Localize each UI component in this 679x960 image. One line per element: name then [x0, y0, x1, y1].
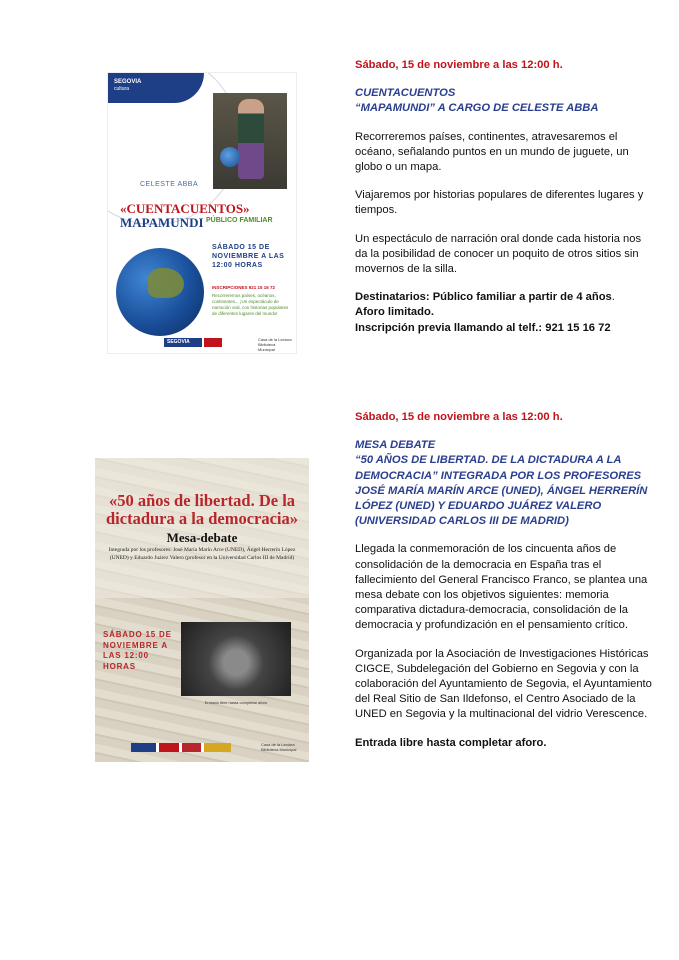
event1-title-line2: “MAPAMUNDI” A CARGO DE CELESTE ABBA — [355, 102, 599, 115]
event1-title-line1: CUENTACUENTOS — [355, 87, 456, 100]
event2-paragraph: Organizada por la Asociación de Investigaciones Históricas CIGCE, Subdelegación del Gobierno en Segovia y con la colaboración del Ayuntamiento de Segovia, el Ayuntamiento del Real Sitio de San Ildefonso, el Centro Asociado de la UNED en Segovia y la multinacional del vidrio Verescence. — [355, 647, 652, 721]
event2-date: Sábado, 15 de noviembre a las 12:00 h. — [355, 411, 563, 423]
storyteller-figure — [238, 99, 264, 179]
poster-heading: «50 años de libertad. De la dictadura a la democracia» — [105, 491, 298, 528]
footer-partner-logo — [204, 338, 222, 347]
event1-paragraph: Un espectáculo de narración oral donde cada historia nos da la posibilidad de conocer un poquito de otros sitios sin movernos de la silla. — [355, 232, 642, 276]
poster-blurb: Recorreremos países, océanos, continentes... ¡Un espectáculo de narración oral, con historias populares de diferentes lugares del mundo! — [212, 293, 289, 316]
event1-paragraph: Viajaremos por historias populares de diferentes lugares y tiempos. — [355, 189, 644, 217]
event1-audience: Destinatarios: Público familiar a partir de 4 años — [355, 291, 612, 304]
event2-title-line1: MESA DEBATE — [355, 439, 436, 452]
poster-speakers: Integrada por los profesores: José María Marín Arce (UNED), Ángel Herrerín López (UNED) y Eduardo Juárez Valero (profesor en la Universidad Carlos III de Madrid) — [108, 547, 296, 561]
poster-mesa-debate — [95, 458, 309, 762]
event2-description — [355, 410, 655, 764]
poster-performer-name: CELESTE ABBA — [140, 181, 199, 188]
event2-info: Entrada libre hasta completar aforo. — [355, 736, 547, 749]
poster-cuentacuentos — [107, 72, 297, 354]
poster-header-area — [95, 458, 309, 598]
event1-capacity: Aforo limitado. — [355, 306, 434, 319]
event2-paragraph: Llegada la conmemoración de los cincuenta años de consolidación de la democracia en España tras el fallecimiento del General Francisco Franco, se plantea una mesa debate con los objetivos siguientes: memoria comparativa dictadura-democracia, consolidación de la democracia y profundización en el pensamiento crítico. — [355, 543, 648, 632]
event2-title-rest: “50 AÑOS DE LIBERTAD. DE LA DICTADURA A LA DEMOCRACIA” INTEGRADA POR LOS PROFESORES JOSÉ MARÍA MARÍN ARCE (UNED), ÁNGEL HERRERÍN LÓPEZ (UNED) Y EDUARDO JUÁREZ VALERO (UNIVERSIDAD CARLOS III DE MADRID) — [355, 454, 648, 528]
poster-audience: PÚBLICO FAMILIAR — [206, 217, 273, 224]
event1-paragraph: Recorreremos países, continentes, atravesaremos el océano, señalando puntos en un mundo de juguete, un globo o un mapa. — [355, 130, 629, 174]
poster-date-time: SÁBADO 15 DE NOVIEMBRE A LAS 12:00 HORAS — [103, 630, 172, 671]
poster-venue: Casa de la Lectura Biblioteca Municipal — [258, 337, 292, 352]
event1-date: Sábado, 15 de noviembre a las 12:00 h. — [355, 59, 563, 71]
event1-title — [355, 86, 655, 116]
segovia-logo: SEGOVIA cultura — [114, 79, 142, 92]
poster-inscriptions: INSCRIPCIONES 921 15 16 72 — [212, 285, 276, 290]
poster-date-time: SÁBADO 15 DE NOVIEMBRE A LAS 12:00 HORAS — [212, 244, 285, 269]
globe-landmass — [148, 268, 184, 298]
historic-crowd-photo — [181, 622, 291, 696]
event1-description — [355, 58, 655, 349]
poster-subheading: MAPAMUNDI — [120, 215, 204, 230]
poster-venue: Casa de la Lectura Biblioteca Municipal — [261, 742, 297, 752]
poster-heading: «CUENTACUENTOS» — [120, 201, 250, 216]
footer-segovia-logo: SEGOVIA — [164, 338, 202, 347]
small-globe-icon — [220, 147, 240, 167]
poster-caption: Entrada libre hasta completar aforo — [204, 700, 268, 705]
event1-info: Destinatarios: Público familiar a partir de 4 años. Aforo limitado. Inscripción previa llamando al telf.: 921 15 16 72 — [355, 291, 615, 334]
event2-title — [355, 438, 655, 529]
sponsor-logos — [131, 743, 231, 752]
poster-subheading: Mesa-debate — [166, 530, 238, 545]
event1-registration: Inscripción previa llamando al telf.: 921 15 16 72 — [355, 321, 611, 334]
